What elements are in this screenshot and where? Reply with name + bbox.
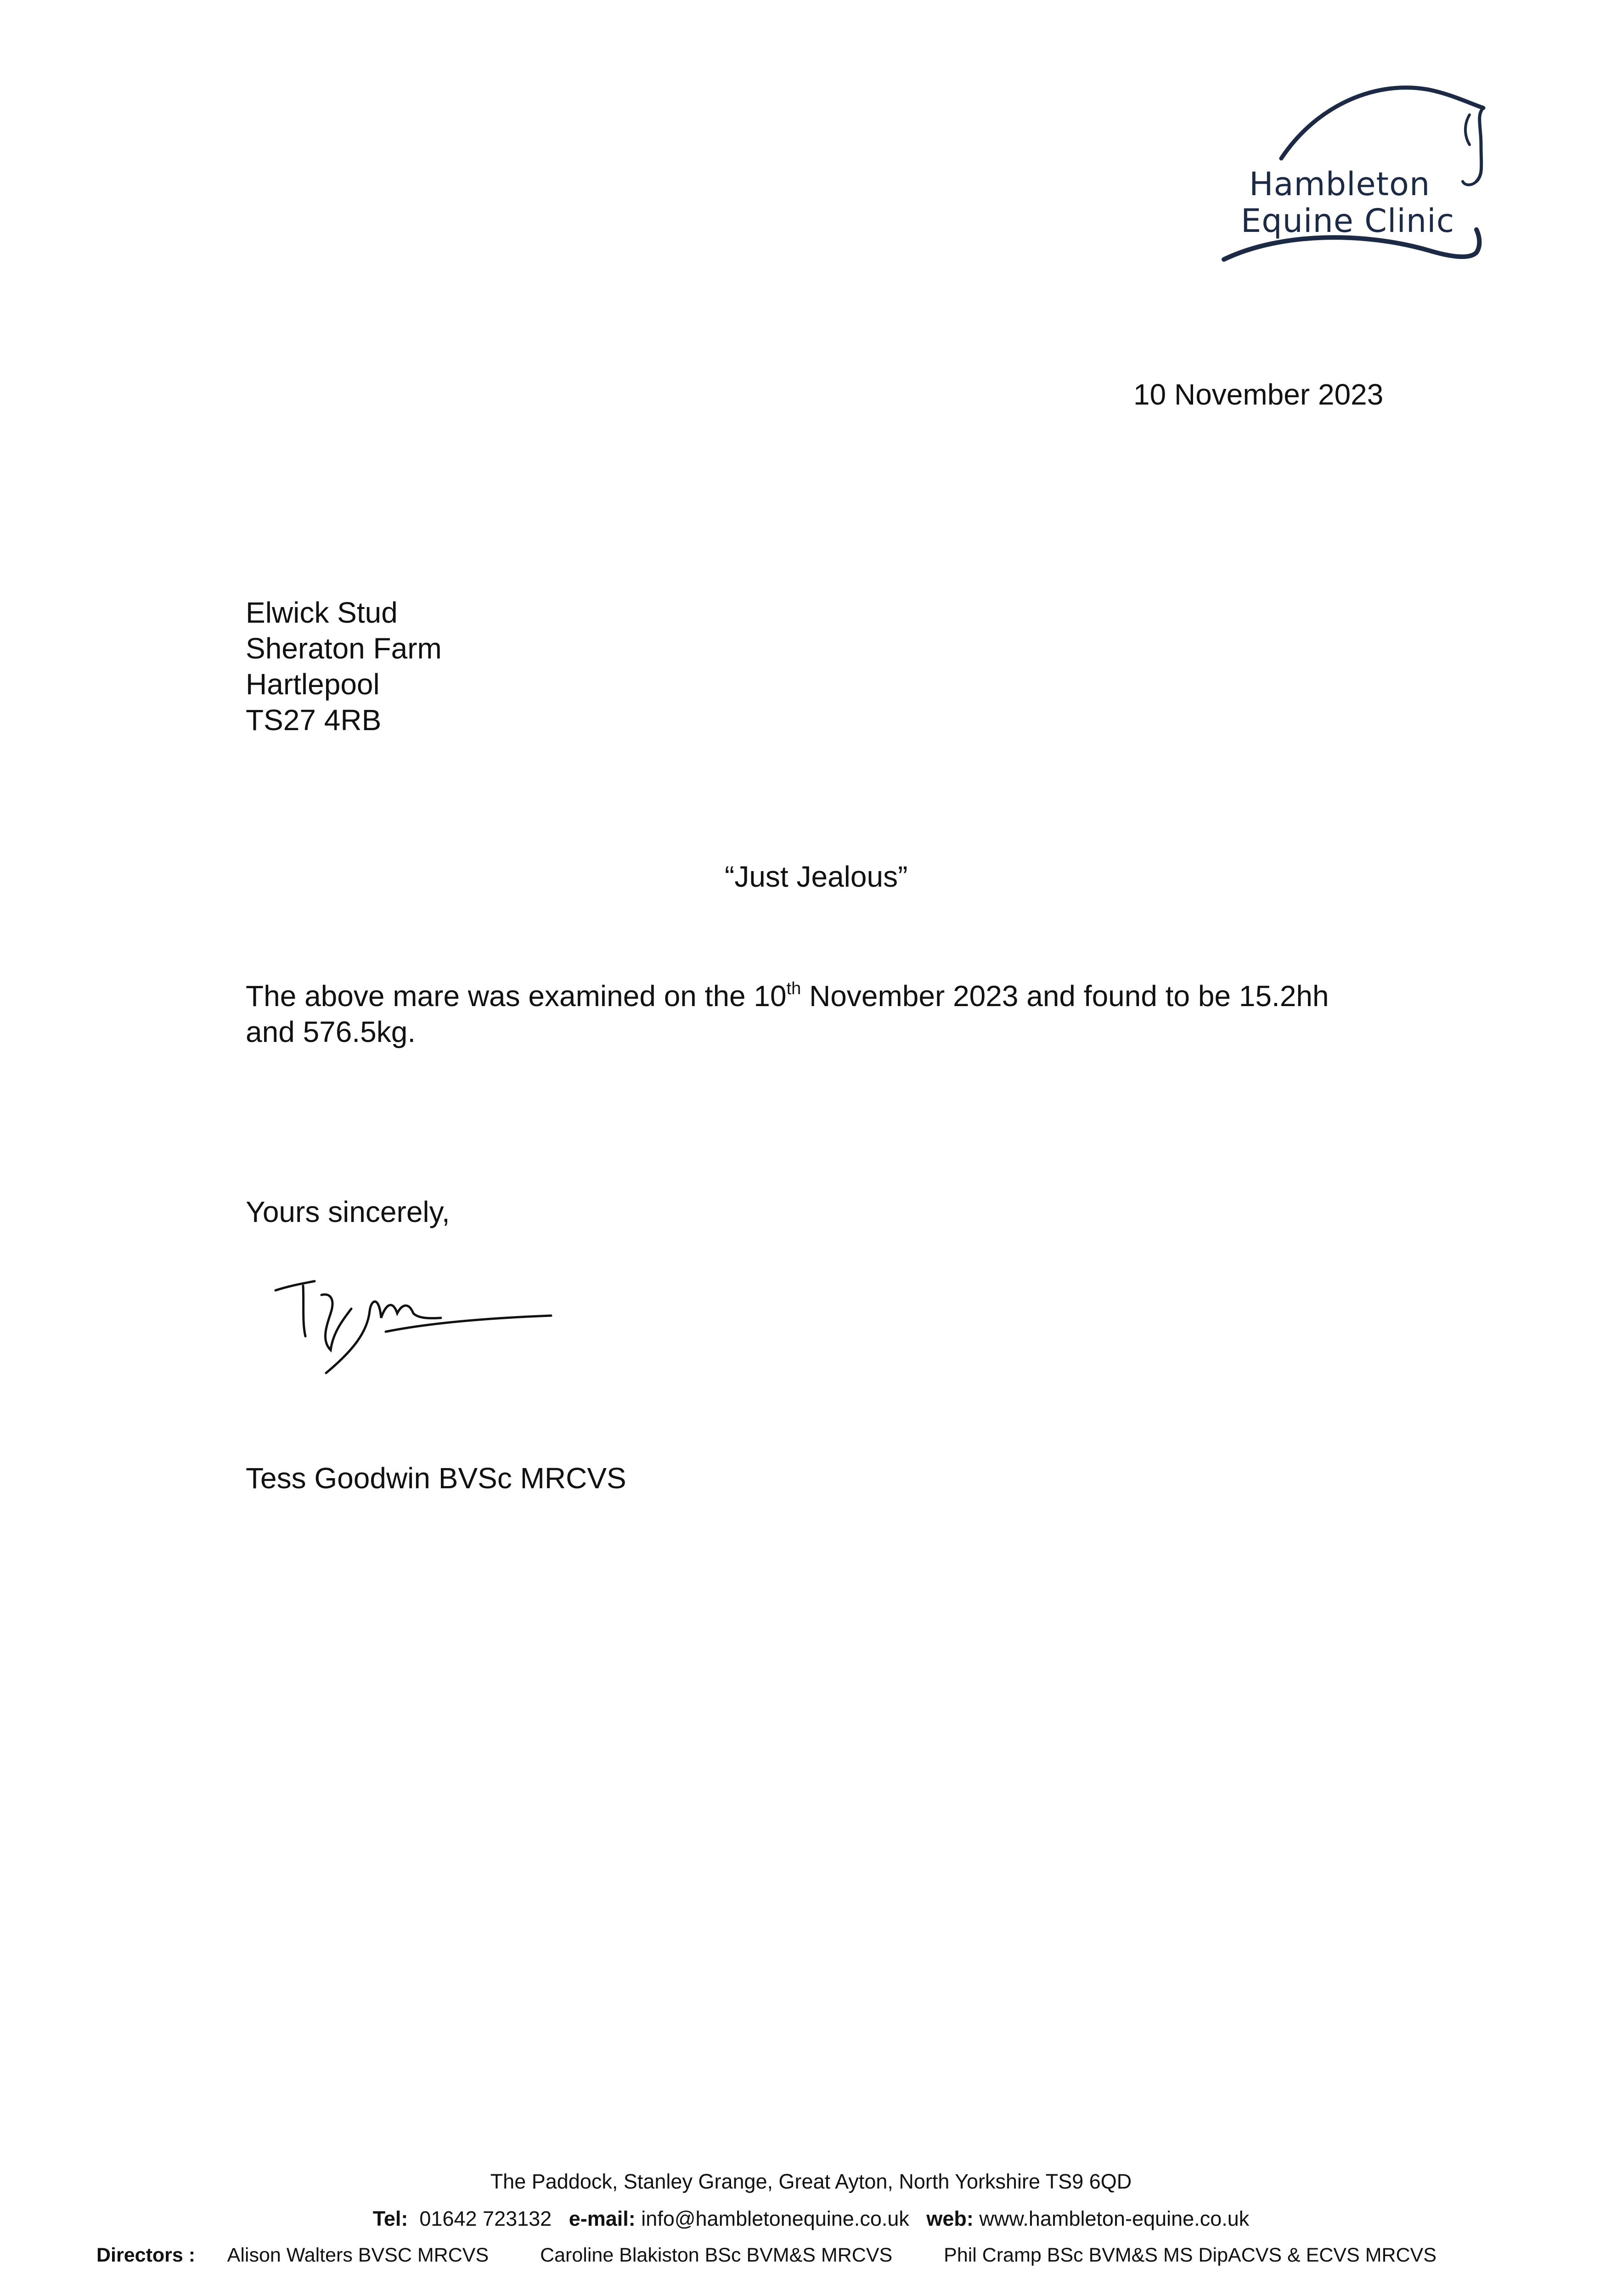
footer-directors [96,2244,1436,2267]
footer-address: The Paddock, Stanley Grange, Great Ayton, North Yorkshire TS9 6QD [490,2170,1132,2193]
signatory-name: Tess Goodwin BVSc MRCVS [246,1462,626,1495]
letter-body [246,978,1329,1050]
email-value: info@hambletonequine.co.uk [641,2207,909,2230]
ordinal-suffix: th [786,979,801,998]
recipient-address [246,595,442,738]
footer-contact [0,2207,1622,2231]
logo-text-equine-clinic: Equine Clinic [1241,202,1455,240]
address-line: Elwick Stud [246,596,398,629]
director-name: Caroline Blakiston BSc BVM&S MRCVS [540,2244,893,2266]
body-text: The above mare was examined on the 10 [246,979,787,1013]
letter-subject: “Just Jealous” [725,860,908,893]
body-line-1 [246,978,1329,1014]
directors-label: Directors : [96,2244,196,2266]
director-name: Phil Cramp BSc BVM&S MS DipACVS & ECVS MRCVS [944,2244,1437,2266]
address-line: TS27 4RB [246,703,382,737]
handwritten-signature [271,1267,565,1387]
tel-label: Tel: [372,2207,408,2230]
body-text: November 2023 and found to be 15.2hh [801,979,1329,1013]
logo-text-hambleton: Hambleton [1249,165,1431,203]
web-label: web: [926,2207,974,2230]
email-label: e-mail: [569,2207,636,2230]
clinic-logo [1212,76,1497,278]
director-name: Alison Walters BVSC MRCVS [227,2244,489,2266]
body-line-2: and 576.5kg. [246,1015,416,1048]
letter-date: 10 November 2023 [1133,378,1384,411]
web-value: www.hambleton-equine.co.uk [979,2207,1250,2230]
address-line: Hartlepool [246,668,380,701]
tel-value: 01642 723132 [419,2207,552,2230]
signature-icon [271,1267,565,1387]
address-line: Sheraton Farm [246,632,442,665]
letter-closing: Yours sincerely, [246,1195,450,1228]
